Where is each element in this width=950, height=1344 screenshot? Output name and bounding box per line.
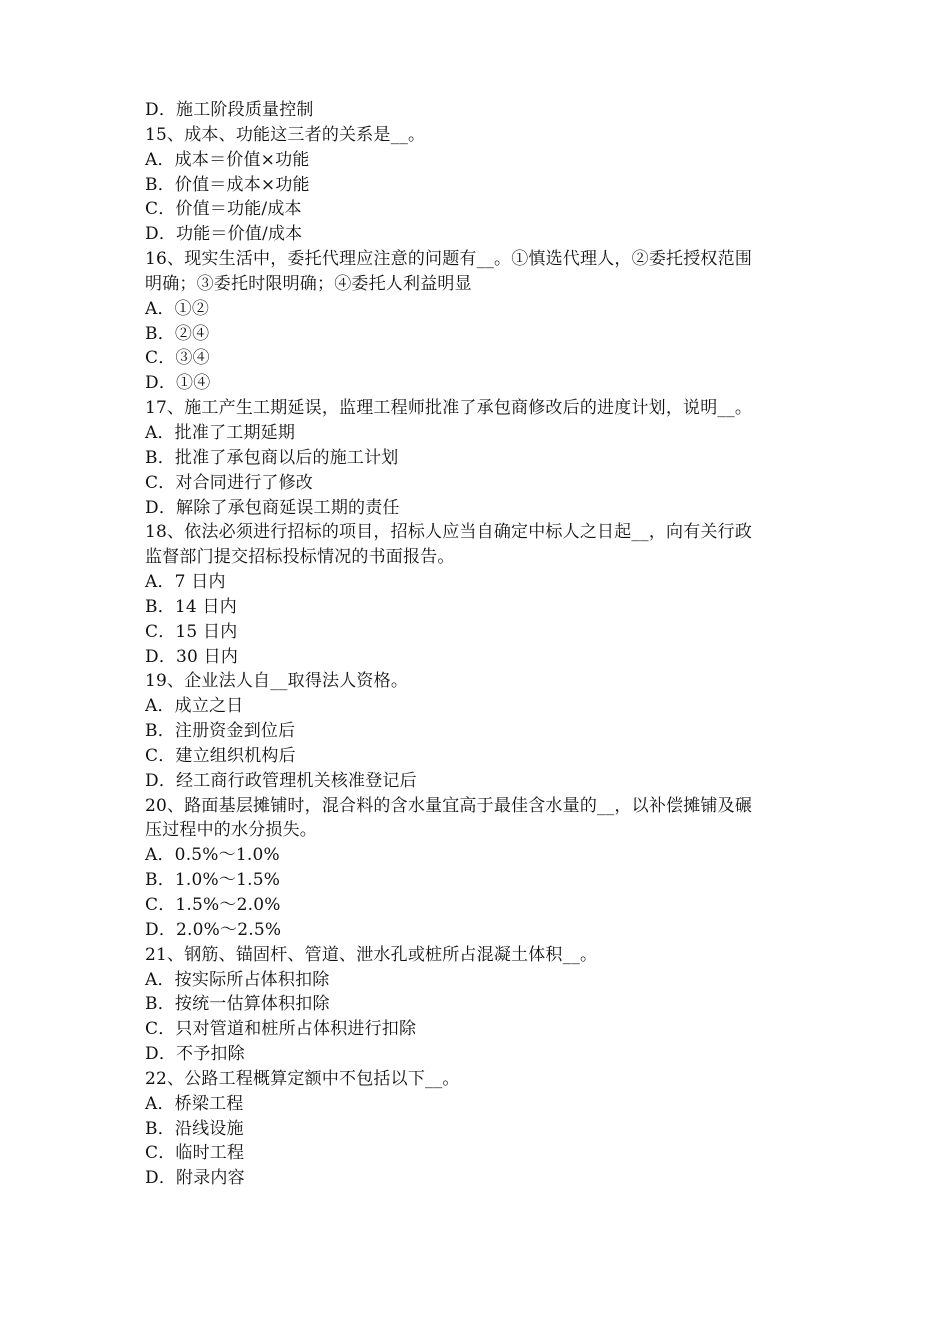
answer-option: C．③④ (145, 348, 210, 369)
answer-option: C．1.5%～2.0% (145, 895, 281, 915)
answer-option: D．2.0%～2.5% (145, 919, 282, 940)
answer-option: A．批准了工期延期 (145, 422, 296, 443)
answer-option: D．不予扣除 (145, 1044, 245, 1065)
answer-option: D．解除了承包商延误工期的责任 (145, 497, 400, 518)
answer-option: A．桥梁工程 (145, 1093, 244, 1114)
document-body (145, 98, 825, 1191)
question-stem: 17、施工产生工期延误，监理工程师批准了承包商修改后的进度计划，说明__。 (145, 398, 753, 419)
answer-option: A．成立之日 (145, 696, 244, 717)
answer-option: B．②④ (145, 323, 210, 344)
answer-option: B．1.0%～1.5% (145, 870, 281, 891)
answer-option: D．附录内容 (145, 1168, 245, 1189)
answer-option: B．沿线设施 (145, 1118, 244, 1139)
question-stem-continued: 明确；③委托时限明确；④委托人利益明显 (145, 273, 472, 294)
answer-option: B．批准了承包商以后的施工计划 (145, 447, 399, 468)
answer-option: B．注册资金到位后 (145, 721, 296, 742)
question-stem-continued: 压过程中的水分损失。 (145, 820, 317, 841)
answer-option: D．30 日内 (145, 646, 239, 667)
answer-option: A．0.5%～1.0% (145, 845, 280, 866)
answer-option: B．14 日内 (145, 596, 237, 617)
answer-option: C．15 日内 (145, 621, 238, 642)
answer-option: A．按实际所占体积扣除 (145, 969, 330, 990)
answer-option: C．只对管道和桩所占体积进行扣除 (145, 1019, 417, 1040)
question-stem: 16、现实生活中，委托代理应注意的问题有__。①慎选代理人，②委托授权范围 (145, 249, 753, 270)
answer-option: C．价值＝功能/成本 (145, 199, 302, 220)
answer-option: C．对合同进行了修改 (145, 472, 314, 493)
answer-option: A．成本＝价值×功能 (145, 149, 310, 170)
answer-option: D．功能＝价值/成本 (145, 224, 303, 245)
answer-option: D．①④ (145, 373, 211, 394)
answer-option: C．临时工程 (145, 1143, 245, 1164)
question-stem-continued: 监督部门提交招标投标情况的书面报告。 (145, 547, 455, 568)
answer-option: A．7 日内 (145, 572, 226, 593)
question-stem: 15、成本、功能这三者的关系是__。 (145, 124, 426, 145)
question-stem: 21、钢筋、锚固杆、管道、泄水孔或桩所占混凝土体积__。 (145, 944, 598, 965)
answer-option: D．经工商行政管理机关核准登记后 (145, 770, 417, 791)
question-stem: 22、公路工程概算定额中不包括以下__。 (145, 1068, 460, 1089)
answer-option: B．价值＝成本×功能 (145, 174, 310, 195)
question-stem: 19、企业法人自__取得法人资格。 (145, 671, 409, 692)
text-line: D．施工阶段质量控制 (145, 100, 314, 120)
question-stem: 18、依法必须进行招标的项目，招标人应当自确定中标人之日起__，向有关行政 (145, 522, 753, 543)
question-stem: 20、路面基层摊铺时，混合料的含水量宜高于最佳含水量的__，以补偿摊铺及碾 (145, 795, 753, 816)
answer-option: A．①② (145, 298, 210, 319)
answer-option: C．建立组织机构后 (145, 745, 296, 766)
answer-option: B．按统一估算体积扣除 (145, 994, 330, 1015)
